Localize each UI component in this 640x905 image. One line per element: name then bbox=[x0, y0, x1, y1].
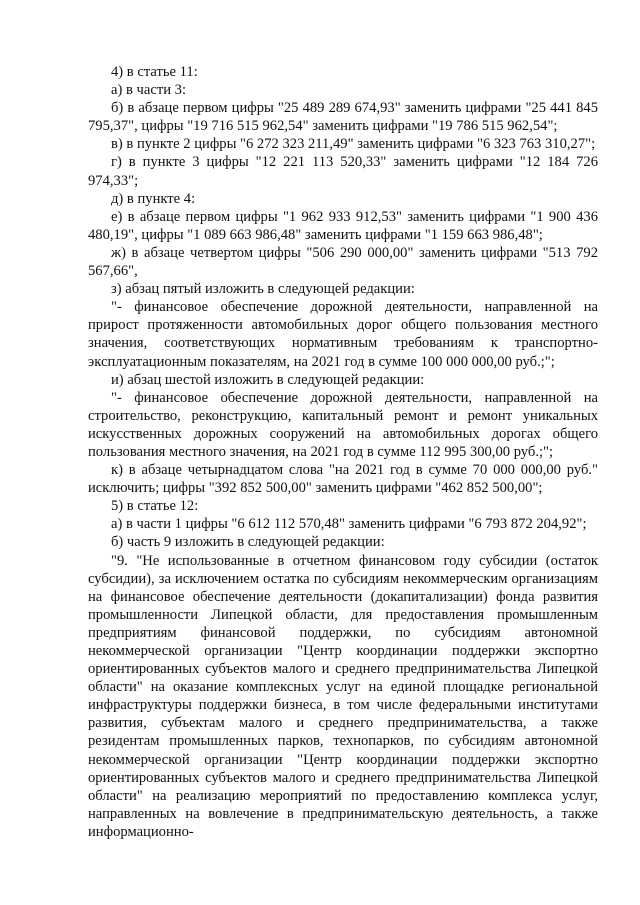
paragraph-4v: в) в пункте 2 цифры "6 272 323 211,49" заменить цифрами "6 323 763 310,27"; bbox=[111, 136, 596, 153]
paragraph-4i-text: "- финансовое обеспечение дорожной деятельности, направленной на строительство, реконструкцию, капитальный ремонт и ремонт уникальных искусственных дорожных сооружений на автомобильных дорогах общего пользования местного значения, на 2021 год в сумме 112 995 300,00 руб.;"; bbox=[88, 389, 598, 460]
paragraph-4d: д) в пункте 4: bbox=[111, 190, 196, 207]
paragraph-5: 5) в статье 12: bbox=[111, 498, 199, 515]
paragraph-5b-text: "9. "Не использованные в отчетном финансовом году субсидии (остаток субсидии), за исключением остатка по субсидиям некоммерческим организациям на финансовое обеспечение деятельности (докапитализации) фонда развития промышленности Липецкой области, для предоставления промышленным предприятиям финансовой поддержки, по субсидиям автономной некоммерческой организации "Центр координации поддержки экспортно ориентированных субъектов малого и среднего предпринимательства Липецкой области" на оказание комплексных услуг на единой площадке региональной инфраструктуры поддержки бизнеса, в том числе федеральными институтами развития, субъектам малого и среднего предпринимательства, а также резидентам промышленных парков, технопарков, по субсидиям автономной некоммерческой организации "Центр координации поддержки экспортно ориентированных субъектов малого и среднего предпринимательства Липецкой области" на реализацию мероприятий по предоставлению комплекса услуг, направленных на вовлечение в предпринимательскую деятельность, а также информационно- bbox=[88, 552, 598, 840]
paragraph-4b: б) в абзаце первом цифры "25 489 289 674,93" заменить цифрами "25 441 845 795,37", цифры "19 716 515 962,54" заменить цифрами "19 786 515 962,54"; bbox=[88, 100, 598, 135]
paragraph-5b: б) часть 9 изложить в следующей редакции: bbox=[111, 534, 385, 551]
document-body bbox=[88, 63, 598, 841]
paragraph-4k: к) в абзаце четырнадцатом слова "на 2021 год в сумме 70 000 000,00 руб." исключить; цифры "392 852 500,00" заменить цифрами "462 852 500,00"; bbox=[88, 462, 598, 497]
paragraph-4e: е) в абзаце первом цифры "1 962 933 912,53" заменить цифрами "1 900 436 480,19", цифры "1 089 663 986,48" заменить цифрами "1 159 663 986,48"; bbox=[88, 208, 598, 243]
paragraph-4z: з) абзац пятый изложить в следующей редакции: bbox=[111, 281, 415, 298]
paragraph-4zh: ж) в абзаце четвертом цифры "506 290 000,00" заменить цифрами "513 792 567,66", bbox=[88, 244, 598, 280]
paragraph-4: 4) в статье 11: bbox=[111, 64, 198, 80]
paragraph-5a: а) в части 1 цифры "6 612 112 570,48" заменить цифрами "6 793 872 204,92"; bbox=[111, 516, 587, 533]
paragraph-4i: и) абзац шестой изложить в следующей редакции: bbox=[111, 371, 425, 388]
paragraph-4g: г) в пункте 3 цифры "12 221 113 520,33" заменить цифрами "12 184 726 974,33"; bbox=[88, 154, 598, 189]
paragraph-4a: а) в части 3: bbox=[111, 82, 187, 99]
paragraph-4z-text: "- финансовое обеспечение дорожной деятельности, направленной на прирост протяженности автомобильных дорог общего пользования местного значения, соответствующих нормативным требованиям к транспортно-эксплуатационным показателям, на 2021 год в сумме 100 000 000,00 руб.;"; bbox=[88, 299, 598, 370]
